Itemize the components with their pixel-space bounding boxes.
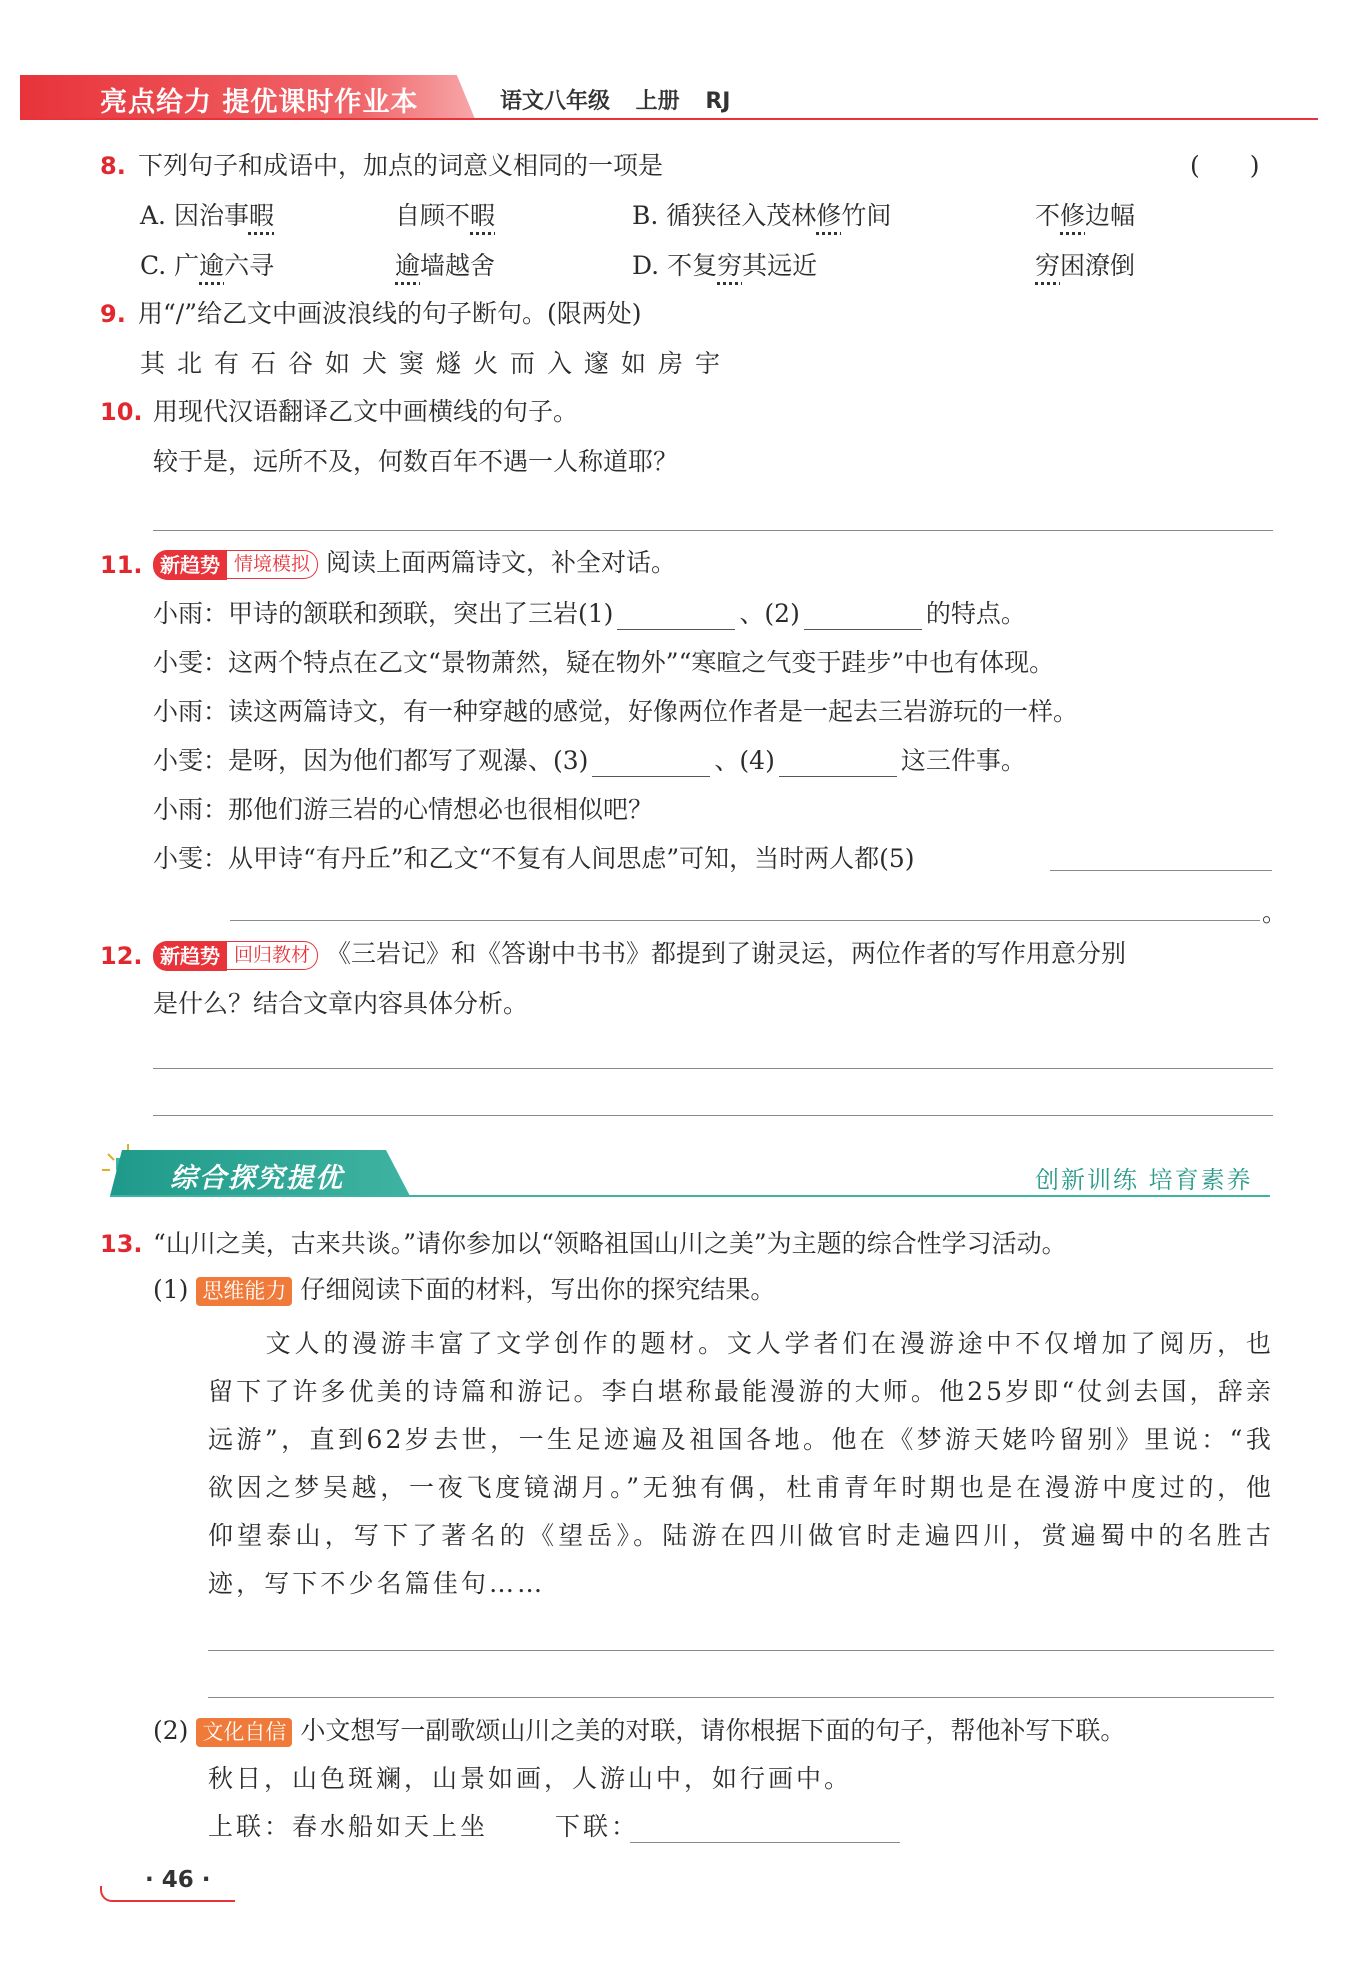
- q11-blank-4[interactable]: [779, 752, 897, 777]
- scenario-tag: 情境模拟: [227, 550, 318, 579]
- q8-option-b[interactable]: [632, 200, 891, 232]
- q11-line1: [153, 598, 1026, 630]
- q12-answer-line-2[interactable]: [153, 1115, 1273, 1116]
- couplet-lower-label: 下联：: [555, 1812, 640, 1841]
- q11-line3: 小雨：读这两篇诗文，有一种穿越的感觉，好像两位作者是一起去三岩游玩的一样。: [153, 697, 1079, 726]
- q11-line4-b: 、(4): [714, 746, 775, 775]
- q12-number: 12.: [100, 942, 143, 970]
- q13-part1-answer-line-2[interactable]: [208, 1697, 1274, 1698]
- q9-sentence[interactable]: 其北有石谷如犬窦燧火而入邃如房宇: [140, 349, 733, 378]
- q10-answer-line[interactable]: [153, 530, 1273, 531]
- q11-line1-a: 小雨：甲诗的颔联和颈联，突出了三岩(1): [153, 599, 614, 628]
- q11-stem: 阅读上面两篇诗文，补全对话。: [326, 548, 677, 577]
- q8-d-right: 穷困潦倒: [1035, 251, 1136, 280]
- q13-part1-stem: 仔细阅读下面的材料，写出你的探究结果。: [300, 1275, 776, 1304]
- q8-option-c[interactable]: [140, 250, 274, 282]
- q13-part2-text: 秋日，山色斑斓，山景如画，人游山中，如行画中。: [208, 1764, 853, 1793]
- q12-line2: 是什么？结合文章内容具体分析。: [153, 989, 529, 1018]
- q13-number: 13.: [100, 1230, 143, 1258]
- option-label: A.: [140, 201, 167, 230]
- textbook-tag: 回归教材: [227, 941, 318, 970]
- q12-header: [153, 938, 1126, 971]
- q13-part2-stem: 小文想写一副歌颂山川之美的对联，请你根据下面的句子，帮他补写下联。: [300, 1716, 1126, 1745]
- q8-c-right: 逾墙越舍: [395, 251, 496, 280]
- q8-option-d[interactable]: [632, 250, 817, 282]
- q11-end-mark: 。: [1262, 898, 1288, 927]
- couplet-upper: 上联：春水船如天上坐: [208, 1812, 489, 1841]
- page-number: · 46 ·: [145, 1867, 211, 1893]
- q11-blank-1[interactable]: [617, 605, 735, 630]
- q11-number: 11.: [100, 551, 143, 579]
- q11-line1-c: 的特点。: [925, 599, 1026, 628]
- header-brand: 亮点给力 提优课时作业本: [100, 87, 419, 118]
- q8-a-right: 自顾不暇: [395, 201, 496, 230]
- q8-stem: 下列句子和成语中，加点的词意义相同的一项是: [138, 151, 664, 180]
- q13-part1-header: [153, 1274, 775, 1306]
- q8-a-left: 因治事暇: [173, 201, 274, 230]
- q8-c-left: 广逾六寻: [174, 251, 275, 280]
- option-label: C.: [140, 251, 167, 280]
- q11-line4-a: 小雯：是呀，因为他们都写了观瀑、(3): [153, 746, 589, 775]
- part-number: (1): [153, 1275, 189, 1304]
- q11-line4: [153, 745, 1026, 777]
- q10-number: 10.: [100, 398, 143, 426]
- q11-line6: 小雯：从甲诗“有丹丘”和乙文“不复有人间思虑”可知，当时两人都(5): [153, 844, 915, 873]
- q10-sentence: 较于是，远所不及，何数百年不遇一人称道耶？: [153, 447, 679, 476]
- page-number-underline: [120, 1900, 235, 1902]
- q13-part1-answer-line-1[interactable]: [208, 1650, 1274, 1651]
- q11-line4-c: 这三件事。: [900, 746, 1026, 775]
- q12-line1: 《三岩记》和《答谢中书书》都提到了谢灵运，两位作者的写作用意分别: [326, 939, 1127, 968]
- q11-line5: 小雨：那他们游三岩的心情想必也很相似吧？: [153, 795, 654, 824]
- q8-d-left: 不复穷其远近: [667, 251, 818, 280]
- q11-line2: 小雯：这两个特点在乙文“景物萧然，疑在物外”“寒暄之气变于跬步”中也有体现。: [153, 648, 1055, 677]
- couplet-lower-input[interactable]: [630, 1842, 900, 1843]
- option-label: D.: [632, 251, 660, 280]
- q9-stem: 用“/”给乙文中画波浪线的句子断句。(限两处): [138, 299, 642, 328]
- q13-stem: “山川之美，古来共谈。”请你参加以“领略祖国山川之美”为主题的综合性学习活动。: [153, 1229, 1067, 1258]
- q11-blank-2[interactable]: [804, 605, 922, 630]
- q11-blank-5-cont[interactable]: [230, 920, 1260, 921]
- q10-stem: 用现代汉语翻译乙文中画横线的句子。: [153, 397, 579, 426]
- q13-part2-header: [153, 1715, 1125, 1747]
- q8-option-a[interactable]: [140, 200, 274, 232]
- q8-answer-paren: ( ): [1190, 151, 1260, 180]
- culture-tag: 文化自信: [196, 1718, 292, 1747]
- section-divider: [110, 1195, 1270, 1197]
- header-divider: [20, 118, 1318, 120]
- q9-number: 9.: [100, 300, 126, 328]
- trend-tag: 新趋势: [153, 941, 227, 971]
- trend-tag: 新趋势: [153, 550, 227, 580]
- part-number: (2): [153, 1716, 189, 1745]
- q13-passage: 文人的漫游丰富了文学创作的题材。文人学者们在漫游途中不仅增加了阅历，也留下了许多优美的诗篇和游记。李白堪称最能漫游的大师。他25岁即“仗剑去国，辞亲远游”，直到62岁去世，一生足迹遍及祖国各地。他在《梦游天姥吟留别》里说：“我欲因之梦吴越，一夜飞度镜湖月。”无独有偶，杜甫青年时期也是在漫游中度过的，他仰望泰山，写下了著名的《望岳》。陆游在四川做官时走遍四川，赏遍蜀中的名胜古迹，写下不少名篇佳句……: [208, 1329, 1274, 1598]
- q8-b-right: 不修边幅: [1035, 201, 1136, 230]
- skill-tag: 思维能力: [196, 1277, 292, 1306]
- q11-header: [153, 547, 676, 580]
- section-slogan: 创新训练 培育素养: [1035, 1166, 1253, 1194]
- header-subject: 语文八年级 上册 RJ: [500, 89, 731, 114]
- q11-line1-b: 、(2): [739, 599, 800, 628]
- option-label: B.: [632, 201, 659, 230]
- q8-number: 8.: [100, 152, 126, 180]
- q12-answer-line-1[interactable]: [153, 1068, 1273, 1069]
- q8-b-left: 循狭径入茂林修竹间: [666, 201, 892, 230]
- q11-blank-5[interactable]: [1050, 870, 1272, 871]
- q11-blank-3[interactable]: [592, 752, 710, 777]
- section-title: 综合探究提优: [170, 1163, 344, 1194]
